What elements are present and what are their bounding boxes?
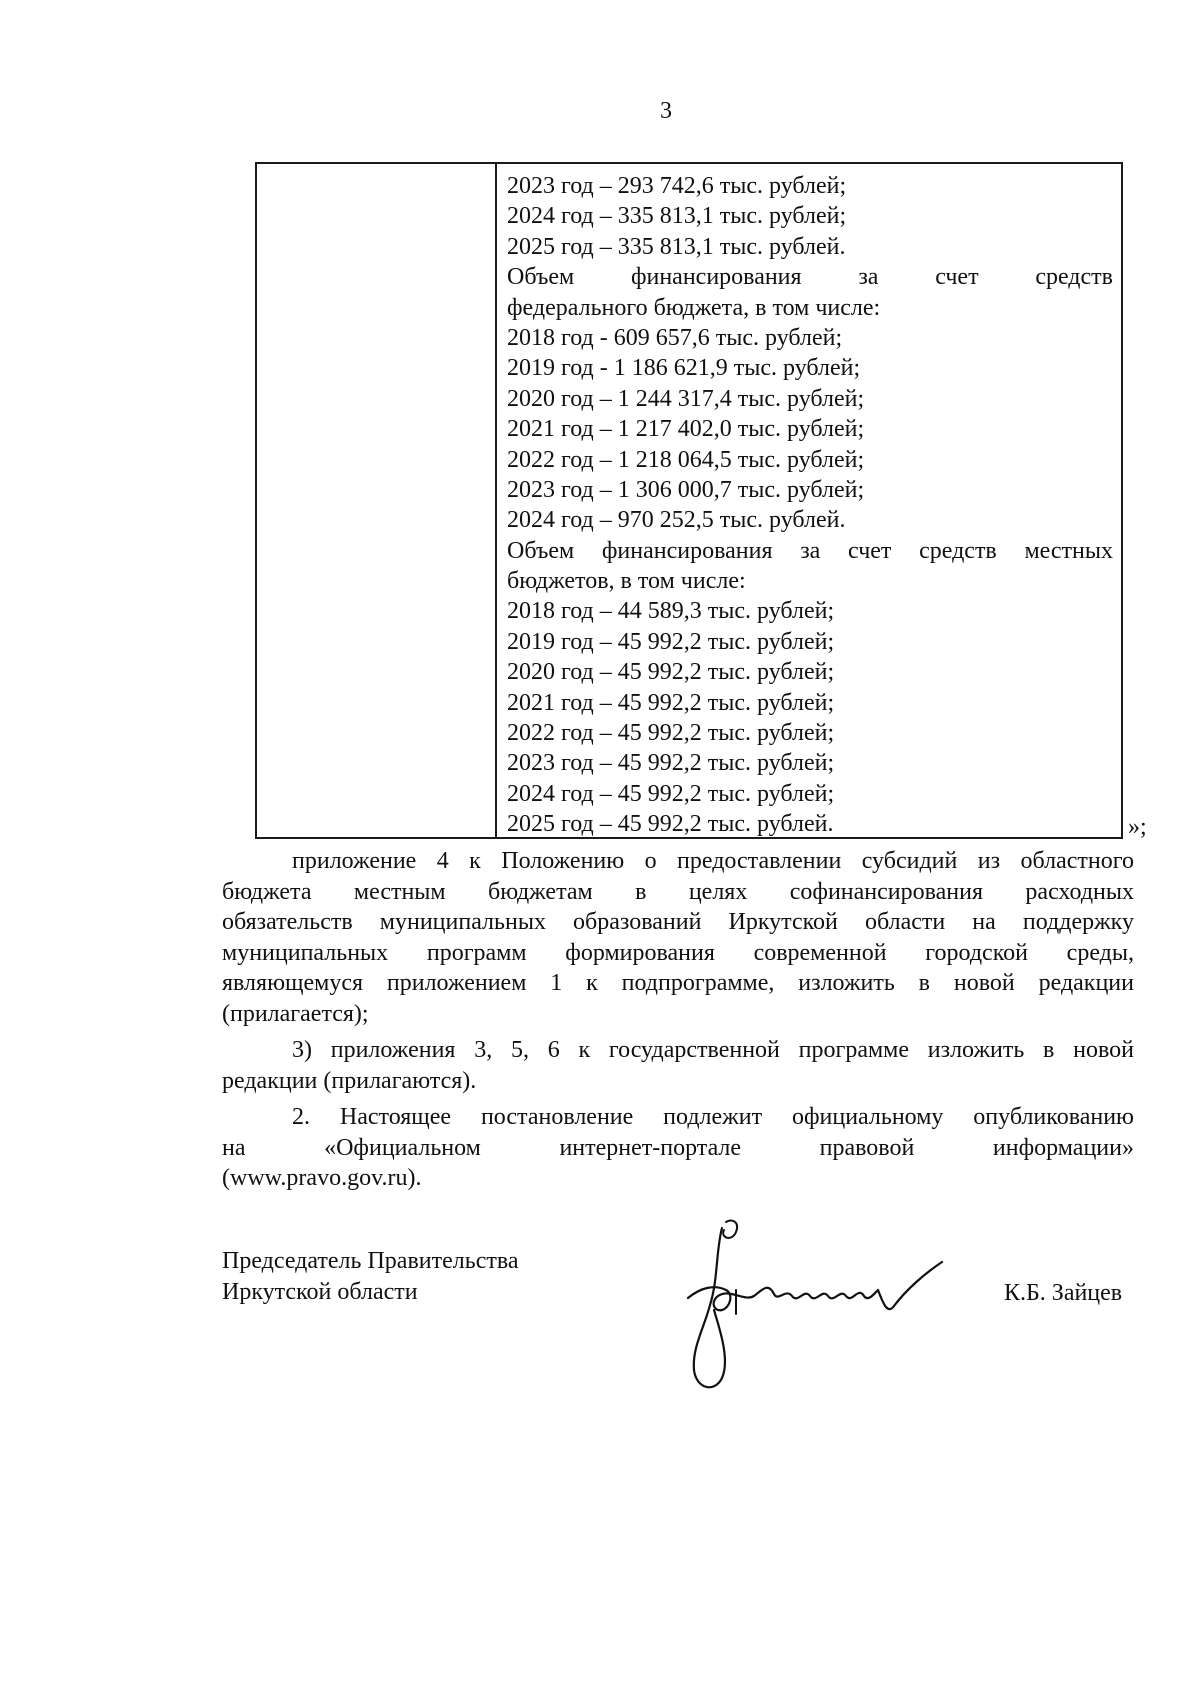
closing-quote-mark: »; [1128, 814, 1147, 840]
table-line: 2024 год – 335 813,1 тыс. рублей; [507, 203, 847, 230]
table-line: 2023 год – 45 992,2 тыс. рублей; [507, 750, 835, 777]
paragraph-item-2-publication [222, 1102, 1134, 1194]
paragraph-line: редакции (прилагаются). [222, 1067, 477, 1094]
table-line: Объем финансирования за счет средств местных [507, 537, 1113, 564]
paragraph-line: (www.pravo.gov.ru). [222, 1165, 422, 1191]
handwritten-signature [670, 1210, 960, 1400]
table-line: федерального бюджета, в том числе: [507, 294, 881, 321]
paragraph-line: приложение 4 к Положению о предоставлении субсидий из областного [292, 848, 1134, 874]
table-line: 2024 год – 970 252,5 тыс. рублей. [507, 507, 846, 534]
paragraph-line: 2. Настоящее постановление подлежит официальному опубликованию [292, 1104, 1134, 1130]
table-line: 2019 год - 1 186 621,9 тыс. рублей; [507, 355, 861, 382]
paragraph-line: 3) приложения 3, 5, 6 к государственной программе изложить в новой [292, 1037, 1134, 1063]
page-number: 3 [660, 98, 672, 124]
table-line: 2020 год – 45 992,2 тыс. рублей; [507, 659, 835, 686]
table-line: 2021 год – 45 992,2 тыс. рублей; [507, 689, 835, 716]
table-line: 2018 год - 609 657,6 тыс. рублей; [507, 324, 843, 351]
table-line: бюджетов, в том числе: [507, 568, 746, 595]
signer-name: К.Б. Зайцев [1004, 1280, 1123, 1306]
table-line: 2018 год – 44 589,3 тыс. рублей; [507, 598, 835, 625]
table-column-divider [495, 164, 497, 837]
paragraph-line: бюджета местным бюджетам в целях софинансирования расходных [222, 878, 1134, 905]
paragraph-line: обязательств муниципальных образований Иркутской области на поддержку [222, 909, 1134, 935]
paragraph-line: муниципальных программ формирования современной городской среды, [222, 939, 1134, 966]
paragraph-item-3 [222, 1035, 1134, 1096]
table-line: 2025 год – 45 992,2 тыс. рублей. [507, 811, 834, 838]
body-text [222, 846, 1134, 1194]
paragraph-line: на «Официальном интернет-портале правовой информации» [222, 1134, 1134, 1161]
table-right-cell [507, 171, 1113, 840]
paragraph-line: являющемуся приложением 1 к подпрограмме, изложить в новой редакции [222, 970, 1134, 996]
table-line: Объем финансирования за счет средств [507, 264, 1113, 291]
table-line: 2025 год – 335 813,1 тыс. рублей. [507, 233, 846, 260]
table-line: 2019 год – 45 992,2 тыс. рублей; [507, 628, 835, 655]
signatory-title [222, 1246, 519, 1308]
table-line: 2022 год – 45 992,2 тыс. рублей; [507, 720, 835, 747]
paragraph-line: (прилагается); [222, 1000, 369, 1027]
financing-table [255, 162, 1123, 839]
table-line: 2023 год – 1 306 000,7 тыс. рублей; [507, 476, 865, 503]
table-line: 2024 год – 45 992,2 тыс. рублей; [507, 780, 835, 807]
table-line: 2021 год – 1 217 402,0 тыс. рублей; [507, 416, 865, 443]
table-line: 2023 год – 293 742,6 тыс. рублей; [507, 173, 847, 199]
table-line: 2022 год – 1 218 064,5 тыс. рублей; [507, 446, 865, 473]
table-line: 2020 год – 1 244 317,4 тыс. рублей; [507, 385, 865, 412]
signatory-title-line: Иркутской области [222, 1279, 418, 1305]
signatory-title-line: Председатель Правительства [222, 1248, 519, 1274]
paragraph-appendix-4 [222, 846, 1134, 1029]
